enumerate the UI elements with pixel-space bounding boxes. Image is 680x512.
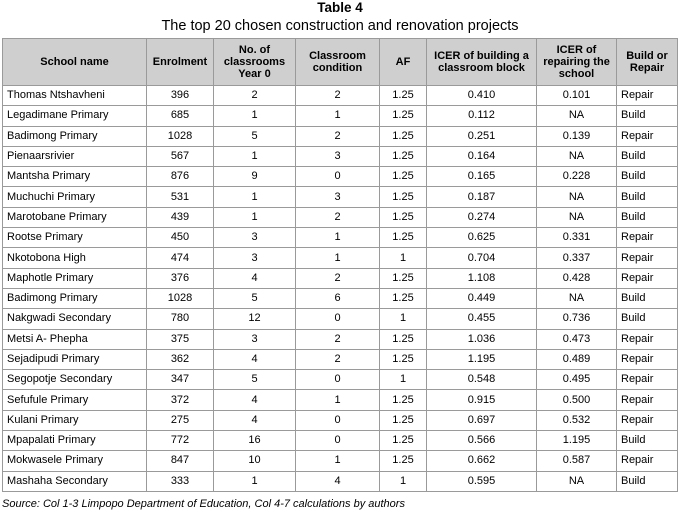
cell-school-name: Mokwasele Primary [3, 451, 147, 471]
cell-build-or-repair: Repair [617, 390, 678, 410]
cell-school-name: Sefufule Primary [3, 390, 147, 410]
cell-build-or-repair: Repair [617, 349, 678, 369]
cell-classrooms: 4 [214, 410, 296, 430]
cell-build-or-repair: Repair [617, 126, 678, 146]
cell-enrolment: 396 [147, 86, 214, 106]
cell-classrooms: 4 [214, 390, 296, 410]
cell-af: 1.25 [380, 431, 427, 451]
cell-enrolment: 847 [147, 451, 214, 471]
cell-classrooms: 3 [214, 329, 296, 349]
header-classrooms: No. of classrooms Year 0 [214, 39, 296, 86]
source-note: Source: Col 1-3 Limpopo Department of Education, Col 4-7 calculations by authors [2, 498, 405, 510]
cell-af: 1.25 [380, 451, 427, 471]
cell-school-name: Mashaha Secondary [3, 471, 147, 491]
cell-icer-build: 0.449 [427, 288, 537, 308]
cell-icer-repair: NA [537, 106, 617, 126]
cell-classrooms: 3 [214, 228, 296, 248]
cell-icer-build: 0.566 [427, 431, 537, 451]
cell-school-name: Mantsha Primary [3, 167, 147, 187]
cell-icer-build: 0.165 [427, 167, 537, 187]
cell-enrolment: 372 [147, 390, 214, 410]
cell-condition: 2 [296, 126, 380, 146]
cell-icer-build: 0.915 [427, 390, 537, 410]
cell-build-or-repair: Build [617, 309, 678, 329]
cell-condition: 0 [296, 370, 380, 390]
cell-condition: 2 [296, 329, 380, 349]
table-row [3, 126, 678, 146]
cell-af: 1.25 [380, 390, 427, 410]
table-row [3, 268, 678, 288]
cell-build-or-repair: Build [617, 471, 678, 491]
cell-icer-repair: NA [537, 207, 617, 227]
table-row [3, 207, 678, 227]
cell-enrolment: 685 [147, 106, 214, 126]
cell-icer-repair: 0.532 [537, 410, 617, 430]
cell-enrolment: 531 [147, 187, 214, 207]
cell-school-name: Muchuchi Primary [3, 187, 147, 207]
cell-enrolment: 474 [147, 248, 214, 268]
cell-classrooms: 16 [214, 431, 296, 451]
cell-school-name: Badimong Primary [3, 126, 147, 146]
cell-condition: 1 [296, 106, 380, 126]
cell-icer-build: 0.625 [427, 228, 537, 248]
cell-icer-repair: NA [537, 187, 617, 207]
cell-icer-build: 0.697 [427, 410, 537, 430]
cell-af: 1 [380, 248, 427, 268]
cell-classrooms: 1 [214, 146, 296, 166]
table-row [3, 86, 678, 106]
cell-school-name: Maphotle Primary [3, 268, 147, 288]
cell-build-or-repair: Repair [617, 329, 678, 349]
table-row [3, 410, 678, 430]
cell-icer-repair: 0.139 [537, 126, 617, 146]
cell-school-name: Thomas Ntshavheni [3, 86, 147, 106]
table-row [3, 106, 678, 126]
cell-build-or-repair: Repair [617, 268, 678, 288]
cell-school-name: Legadimane Primary [3, 106, 147, 126]
table-row [3, 431, 678, 451]
cell-icer-build: 0.410 [427, 86, 537, 106]
cell-build-or-repair: Repair [617, 370, 678, 390]
table-row [3, 349, 678, 369]
cell-build-or-repair: Repair [617, 410, 678, 430]
cell-condition: 6 [296, 288, 380, 308]
cell-icer-repair: 0.101 [537, 86, 617, 106]
cell-classrooms: 1 [214, 106, 296, 126]
cell-condition: 3 [296, 187, 380, 207]
cell-build-or-repair: Build [617, 207, 678, 227]
table-row [3, 309, 678, 329]
cell-enrolment: 567 [147, 146, 214, 166]
cell-icer-build: 0.704 [427, 248, 537, 268]
cell-icer-build: 0.251 [427, 126, 537, 146]
cell-icer-repair: 0.228 [537, 167, 617, 187]
cell-school-name: Metsi A- Phepha [3, 329, 147, 349]
cell-school-name: Pienaarsrivier [3, 146, 147, 166]
cell-school-name: Badimong Primary [3, 288, 147, 308]
cell-build-or-repair: Build [617, 431, 678, 451]
cell-af: 1 [380, 370, 427, 390]
cell-condition: 1 [296, 390, 380, 410]
cell-condition: 2 [296, 207, 380, 227]
cell-enrolment: 362 [147, 349, 214, 369]
cell-school-name: Mpapalati Primary [3, 431, 147, 451]
cell-icer-build: 1.036 [427, 329, 537, 349]
cell-classrooms: 5 [214, 288, 296, 308]
cell-icer-build: 1.108 [427, 268, 537, 288]
cell-icer-build: 0.274 [427, 207, 537, 227]
cell-af: 1.25 [380, 288, 427, 308]
cell-condition: 1 [296, 248, 380, 268]
table-row [3, 167, 678, 187]
table-row [3, 248, 678, 268]
cell-icer-repair: 0.489 [537, 349, 617, 369]
header-row [3, 39, 678, 86]
header-school-name: School name [3, 39, 147, 86]
cell-condition: 1 [296, 451, 380, 471]
table-row [3, 288, 678, 308]
cell-enrolment: 375 [147, 329, 214, 349]
cell-enrolment: 1028 [147, 126, 214, 146]
cell-af: 1.25 [380, 349, 427, 369]
cell-school-name: Rootse Primary [3, 228, 147, 248]
cell-school-name: Segopotje Secondary [3, 370, 147, 390]
cell-build-or-repair: Repair [617, 86, 678, 106]
header-icer-repair: ICER of repairing the school [537, 39, 617, 86]
header-condition: Classroom condition [296, 39, 380, 86]
cell-enrolment: 1028 [147, 288, 214, 308]
cell-enrolment: 347 [147, 370, 214, 390]
cell-af: 1.25 [380, 410, 427, 430]
cell-icer-repair: 1.195 [537, 431, 617, 451]
cell-classrooms: 12 [214, 309, 296, 329]
cell-build-or-repair: Repair [617, 451, 678, 471]
cell-af: 1.25 [380, 106, 427, 126]
cell-classrooms: 10 [214, 451, 296, 471]
table-caption: The top 20 chosen construction and renovation projects [161, 18, 519, 34]
table-row [3, 370, 678, 390]
table-row [3, 187, 678, 207]
cell-school-name: Marotobane Primary [3, 207, 147, 227]
cell-enrolment: 439 [147, 207, 214, 227]
cell-af: 1.25 [380, 86, 427, 106]
table-row [3, 451, 678, 471]
cell-classrooms: 5 [214, 370, 296, 390]
cell-condition: 0 [296, 309, 380, 329]
cell-build-or-repair: Build [617, 187, 678, 207]
table-row [3, 471, 678, 491]
cell-af: 1.25 [380, 187, 427, 207]
cell-classrooms: 1 [214, 471, 296, 491]
cell-af: 1.25 [380, 228, 427, 248]
cell-icer-repair: 0.736 [537, 309, 617, 329]
cell-condition: 4 [296, 471, 380, 491]
cell-classrooms: 4 [214, 349, 296, 369]
cell-classrooms: 4 [214, 268, 296, 288]
cell-af: 1.25 [380, 126, 427, 146]
cell-build-or-repair: Build [617, 167, 678, 187]
header-build-or-repair: Build or Repair [617, 39, 678, 86]
cell-icer-repair: 0.473 [537, 329, 617, 349]
cell-icer-repair: 0.331 [537, 228, 617, 248]
cell-classrooms: 3 [214, 248, 296, 268]
cell-icer-repair: 0.587 [537, 451, 617, 471]
cell-enrolment: 876 [147, 167, 214, 187]
cell-icer-repair: 0.337 [537, 248, 617, 268]
cell-classrooms: 1 [214, 187, 296, 207]
cell-icer-repair: 0.495 [537, 370, 617, 390]
cell-build-or-repair: Repair [617, 228, 678, 248]
cell-build-or-repair: Build [617, 106, 678, 126]
cell-enrolment: 333 [147, 471, 214, 491]
cell-school-name: Kulani Primary [3, 410, 147, 430]
projects-table [2, 38, 678, 492]
cell-classrooms: 9 [214, 167, 296, 187]
cell-af: 1.25 [380, 329, 427, 349]
cell-condition: 2 [296, 268, 380, 288]
cell-school-name: Nakgwadi Secondary [3, 309, 147, 329]
cell-icer-repair: 0.428 [537, 268, 617, 288]
header-enrolment: Enrolment [147, 39, 214, 86]
cell-condition: 3 [296, 146, 380, 166]
table-row [3, 228, 678, 248]
cell-school-name: Nkotobona High [3, 248, 147, 268]
cell-condition: 2 [296, 349, 380, 369]
cell-enrolment: 275 [147, 410, 214, 430]
table-body [3, 86, 678, 492]
cell-condition: 1 [296, 228, 380, 248]
cell-icer-build: 0.595 [427, 471, 537, 491]
cell-icer-repair: NA [537, 471, 617, 491]
cell-icer-repair: 0.500 [537, 390, 617, 410]
cell-condition: 0 [296, 431, 380, 451]
cell-icer-repair: NA [537, 288, 617, 308]
cell-af: 1 [380, 471, 427, 491]
table-row [3, 390, 678, 410]
header-af: AF [380, 39, 427, 86]
header-icer-build: ICER of building a classroom block [427, 39, 537, 86]
cell-af: 1 [380, 309, 427, 329]
cell-icer-build: 1.195 [427, 349, 537, 369]
table-row [3, 329, 678, 349]
cell-build-or-repair: Build [617, 146, 678, 166]
cell-school-name: Sejadipudi Primary [3, 349, 147, 369]
cell-condition: 0 [296, 410, 380, 430]
cell-condition: 0 [296, 167, 380, 187]
table-row [3, 146, 678, 166]
cell-af: 1.25 [380, 268, 427, 288]
cell-enrolment: 772 [147, 431, 214, 451]
cell-af: 1.25 [380, 146, 427, 166]
cell-enrolment: 376 [147, 268, 214, 288]
cell-icer-build: 0.455 [427, 309, 537, 329]
cell-icer-build: 0.548 [427, 370, 537, 390]
cell-condition: 2 [296, 86, 380, 106]
cell-build-or-repair: Build [617, 288, 678, 308]
cell-classrooms: 2 [214, 86, 296, 106]
cell-enrolment: 780 [147, 309, 214, 329]
cell-classrooms: 5 [214, 126, 296, 146]
cell-icer-build: 0.662 [427, 451, 537, 471]
table-number: Table 4 [317, 0, 363, 15]
cell-build-or-repair: Repair [617, 248, 678, 268]
cell-icer-build: 0.164 [427, 146, 537, 166]
cell-icer-build: 0.112 [427, 106, 537, 126]
cell-af: 1.25 [380, 207, 427, 227]
cell-af: 1.25 [380, 167, 427, 187]
cell-icer-build: 0.187 [427, 187, 537, 207]
cell-classrooms: 1 [214, 207, 296, 227]
cell-icer-repair: NA [537, 146, 617, 166]
cell-enrolment: 450 [147, 228, 214, 248]
